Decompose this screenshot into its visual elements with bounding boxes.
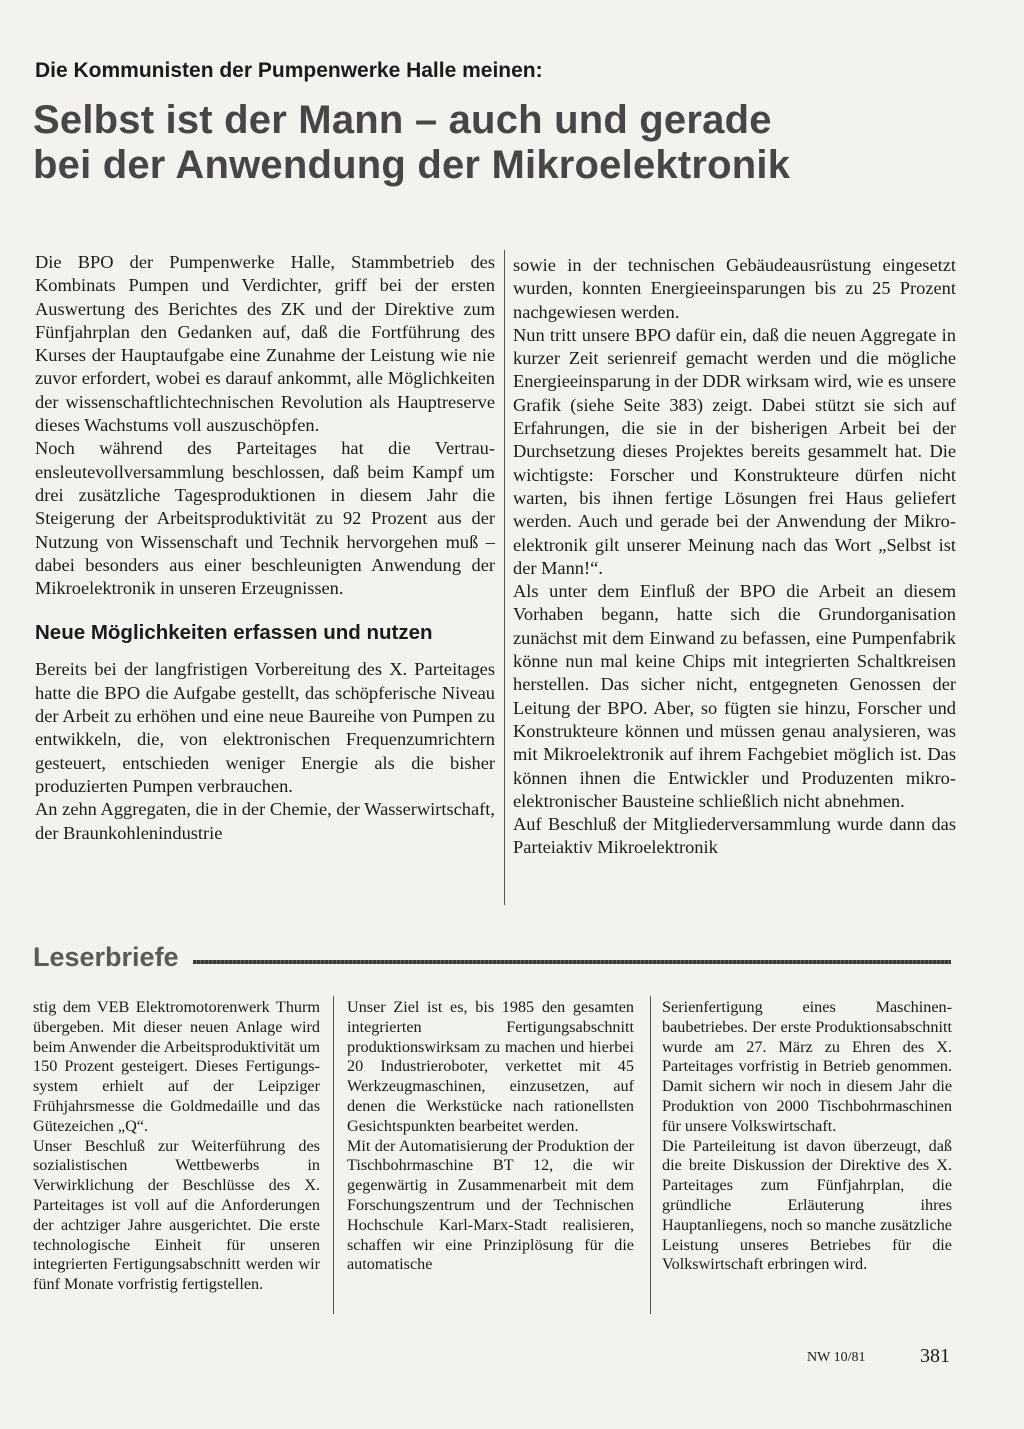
page-number: 381 — [920, 1345, 950, 1367]
article-paragraph: Noch während des Parteitages hat die Vertrauensleutevollversammlung beschlossen, daß beim Kampf um drei zusätzliche Tagesproduktionen in diesem Jahr die Steigerung der Arbeitsproduktivität zu 92 Prozent aus der Nutzung von Wissenschaft und Technik hervorgehen muß – dabei besonders aus einer beschleunigten Anwendung der Mikroelektronik in unseren Erzeugnissen. — [35, 438, 495, 599]
article-paragraph: Bereits bei der langfristigen Vorbereitung des X. Parteitages hatte die BPO die Aufgabe gestellt, das schöpferische Niveau der Arbeit zu erhöhen und eine neue Baureihe von Pumpen zu entwikkeln, die, von elektronischen Frequenzumrichtern gesteuert, entschieden weniger Energie als die bisher produzierten Pumpen verbrauchen. — [35, 659, 495, 796]
headline-line-1: Selbst ist der Mann – auch und gerade — [33, 98, 772, 142]
letters-column-1 — [33, 998, 320, 1295]
letters-column-2 — [347, 998, 634, 1275]
letter-paragraph: Die Parteileitung ist davon überzeugt, daß die breite Diskussion der Direktive des X. Parteitages zum Fünfjahrplan, die gründliche Erläuterung ihres Hauptanliegens, noch so manche zusätzliche Leistung unseres Betriebes für die Volkswirtschaft erbringen wird. — [662, 1136, 952, 1274]
article-column-right — [513, 254, 956, 860]
issue-reference: NW 10/81 — [807, 1350, 866, 1365]
headline-line-2: bei der Anwendung der Mikroelektronik — [33, 143, 791, 187]
letter-paragraph: Serienfertigung eines Maschinenbaubetriebes. Der erste Produktionsabschnitt wurde am 27. März zu Ehren des X. Parteitages vorfristig in Betrieb genommen. Damit sichern wir noch in diesem Jahr die Produktion von 2000 Tischbohrmaschinen für unsere Volkswirtschaft. — [662, 998, 952, 1135]
column-divider — [333, 996, 334, 1314]
article-paragraph: Als unter dem Einfluß der BPO die Arbeit an diesem Vorhaben begann, hatte sich die Grundorganisation zunächst mit dem Einwand zu befassen, eine Pumpenfabrik könne nun mal keine Chips mit integrierten Schaltkreisen herstellen. Das sicher nicht, entgegneten Genossen der Leitung der BPO. Aber, so fügten sie hinzu, Forscher und Konstrukteure können und müssen genau analysieren, was mit Mikroelektronik auf ihrem Fachgebiet möglich ist. Das können ihnen die Entwickler und Produzenten mikroelektronischer Bausteine schließlich nicht abnehmen. — [513, 581, 956, 811]
article-paragraph: An zehn Aggregaten, die in der Chemie, der Wasserwirtschaft, der Braunkohlenindustrie — [35, 799, 495, 843]
article-paragraph: Nun tritt unsere BPO dafür ein, daß die neuen Aggregate in kurzer Zeit serienreif gemacht werden und die mögliche Energieeinsparung in der DDR wirksam wird, wie es unsere Grafik (siehe Seite 383) zeigt. Dabei stützt sie sich auf Erfahrungen, die sie in der bisherigen Arbeit bei der Durchsetzung dieses Projektes bereits gesammelt hat. Die wichtigste: Forscher und Konstrukteure dürfen nicht warten, bis ihnen fertige Lösungen frei Haus geliefert werden. Auch und gerade bei der Anwendung der Mikroelektronik gilt unserer Meinung nach das Wort „Selbst ist der Mann!“. — [513, 324, 956, 578]
article-paragraph: sowie in der technischen Gebäudeausrüstung eingesetzt wurden, konnten Energieeinsparungen bis zu 25 Prozent nachgewiesen werden. — [513, 255, 956, 322]
article-paragraph: Auf Beschluß der Mitgliederversammlung wurde dann das Parteiaktiv Mikroelektronik — [513, 814, 956, 858]
article-headline — [33, 98, 953, 188]
section-rule — [193, 960, 951, 964]
letters-column-3 — [662, 998, 952, 1275]
letter-paragraph: Mit der Automatisierung der Produktion der Tischbohrmaschine BT 12, die wir gegenwärtig in Zusammenarbeit mit dem Forschungszentrum und der Technischen Hochschule Karl-Marx-Stadt realisieren, schaffen wir eine Prinziplösung für die automatische — [347, 1136, 634, 1274]
letter-paragraph: Unser Ziel ist es, bis 1985 den gesamten integrierten Fertigungsabschnitt produktionswirksam zu machen und hierbei 20 Industrieroboter, verkettet mit 45 Werkzeugmaschinen, einzusetzen, auf denen die Werkstücke nach rationellsten Gesichtspunkten bearbeitet werden. — [347, 998, 634, 1135]
letters-section-title: Leserbriefe — [33, 942, 179, 972]
column-divider — [504, 250, 505, 905]
column-divider — [650, 996, 651, 1314]
letter-paragraph: Unser Beschluß zur Weiterführung des sozialistischen Wettbewerbs in Verwirklichung der Beschlüsse des X. Parteitages ist voll auf die Anforderungen der achtziger Jahre ausgerichtet. Die erste technologische Einheit für unseren integrierten Fertigungsabschnitt werden wir fünf Monate vorfristig fertigstellen. — [33, 1136, 320, 1294]
article-subheading: Neue Möglichkeiten erfassen und nutzen — [35, 621, 433, 645]
article-paragraph: Die BPO der Pumpenwerke Halle, Stammbetrieb des Kombinats Pumpen und Verdichter, griff bei der ersten Auswertung des Berichtes des ZK und der Direktive zum Fünfjahrplan den Gedanken auf, daß die Fortführung des Kurses der Hauptaufgabe eine Zunahme der Leistung wie nie zuvor erfordert, wobei es darauf ankommt, alle Möglichkeiten der wissenschaftlichtechnischen Revolution als Hauptreserve dieses Wachstums voll auszuschöpfen. — [35, 252, 495, 436]
letter-paragraph: stig dem VEB Elektromotorenwerk Thurm übergeben. Mit dieser neuen Anlage wird beim Anwender die Arbeitsproduktivität um 150 Prozent gesteigert. Dieses Fertigungssystem erhielt auf der Leipziger Frühjahrsmesse die Goldmedaille und das Gütezeichen „Q“. — [33, 998, 320, 1135]
article-column-left — [35, 251, 495, 845]
article-kicker: Die Kommunisten der Pumpenwerke Halle meinen: — [35, 59, 543, 82]
